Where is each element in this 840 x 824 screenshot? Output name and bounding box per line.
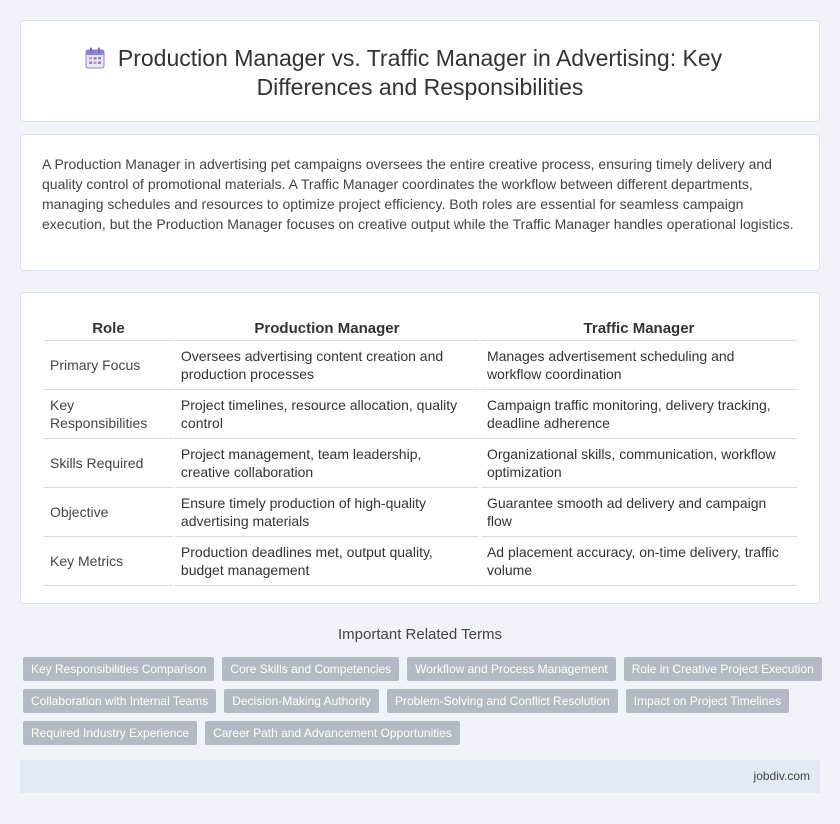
comparison-card bbox=[20, 292, 820, 604]
comparison-table bbox=[42, 315, 799, 586]
row-label: Objective bbox=[44, 488, 173, 537]
header-role: Role bbox=[44, 315, 173, 341]
traffic-cell: Campaign traffic monitoring, delivery tracking, deadline adherence bbox=[481, 390, 797, 439]
production-cell: Production deadlines met, output quality, budget management bbox=[175, 537, 479, 586]
intro-paragraph: A Production Manager in advertising pet campaigns oversees the entire creative process, ensuring timely delivery and quality control of promotional materials. A Traffic Manager coordinates the workflow between different departments, managing schedules and resources to optimize project efficiency. Both roles are essential for seamless campaign execution, but the Production Manager focuses on creative output while the Traffic Manager handles operational logistics. bbox=[42, 156, 794, 232]
production-cell: Project timelines, resource allocation, quality control bbox=[175, 390, 479, 439]
row-label: Skills Required bbox=[44, 439, 173, 488]
related-term-tag[interactable]: Collaboration with Internal Teams bbox=[23, 689, 216, 713]
row-label: Primary Focus bbox=[44, 341, 173, 390]
related-term-tag[interactable]: Decision-Making Authority bbox=[224, 689, 379, 713]
related-term-tag[interactable]: Workflow and Process Management bbox=[407, 657, 616, 681]
page-title: Production Manager vs. Traffic Manager in Advertising: Key Differences and Responsibilities bbox=[117, 45, 723, 100]
row-label: Key Responsibilities bbox=[44, 390, 173, 439]
table-row bbox=[44, 341, 797, 390]
header-production-manager: Production Manager bbox=[175, 315, 479, 341]
related-term-tag[interactable]: Required Industry Experience bbox=[23, 721, 197, 745]
title-card bbox=[20, 20, 820, 122]
related-term-tag[interactable]: Role in Creative Project Execution bbox=[624, 657, 822, 681]
related-terms-list bbox=[23, 657, 823, 745]
table-header-row bbox=[44, 315, 797, 341]
production-cell: Project management, team leadership, creative collaboration bbox=[175, 439, 479, 488]
intro-card bbox=[20, 134, 820, 271]
table-row bbox=[44, 390, 797, 439]
production-cell: Oversees advertising content creation and production processes bbox=[175, 341, 479, 390]
related-term-tag[interactable]: Key Responsibilities Comparison bbox=[23, 657, 214, 681]
table-row bbox=[44, 537, 797, 586]
table-row bbox=[44, 488, 797, 537]
related-term-tag[interactable]: Impact on Project Timelines bbox=[626, 689, 789, 713]
table-row bbox=[44, 439, 797, 488]
traffic-cell: Guarantee smooth ad delivery and campaign flow bbox=[481, 488, 797, 537]
related-terms-heading: Important Related Terms bbox=[338, 626, 502, 643]
related-term-tag[interactable]: Career Path and Advancement Opportunities bbox=[205, 721, 460, 745]
footer-bar bbox=[20, 760, 820, 793]
production-cell: Ensure timely production of high-quality advertising materials bbox=[175, 488, 479, 537]
related-term-tag[interactable]: Problem-Solving and Conflict Resolution bbox=[387, 689, 618, 713]
traffic-cell: Organizational skills, communication, workflow optimization bbox=[481, 439, 797, 488]
header-traffic-manager: Traffic Manager bbox=[481, 315, 797, 341]
traffic-cell: Manages advertisement scheduling and workflow coordination bbox=[481, 341, 797, 390]
related-term-tag[interactable]: Core Skills and Competencies bbox=[222, 657, 399, 681]
traffic-cell: Ad placement accuracy, on-time delivery, traffic volume bbox=[481, 537, 797, 586]
row-label: Key Metrics bbox=[44, 537, 173, 586]
footer-site-link[interactable]: jobdiv.com bbox=[753, 769, 810, 783]
